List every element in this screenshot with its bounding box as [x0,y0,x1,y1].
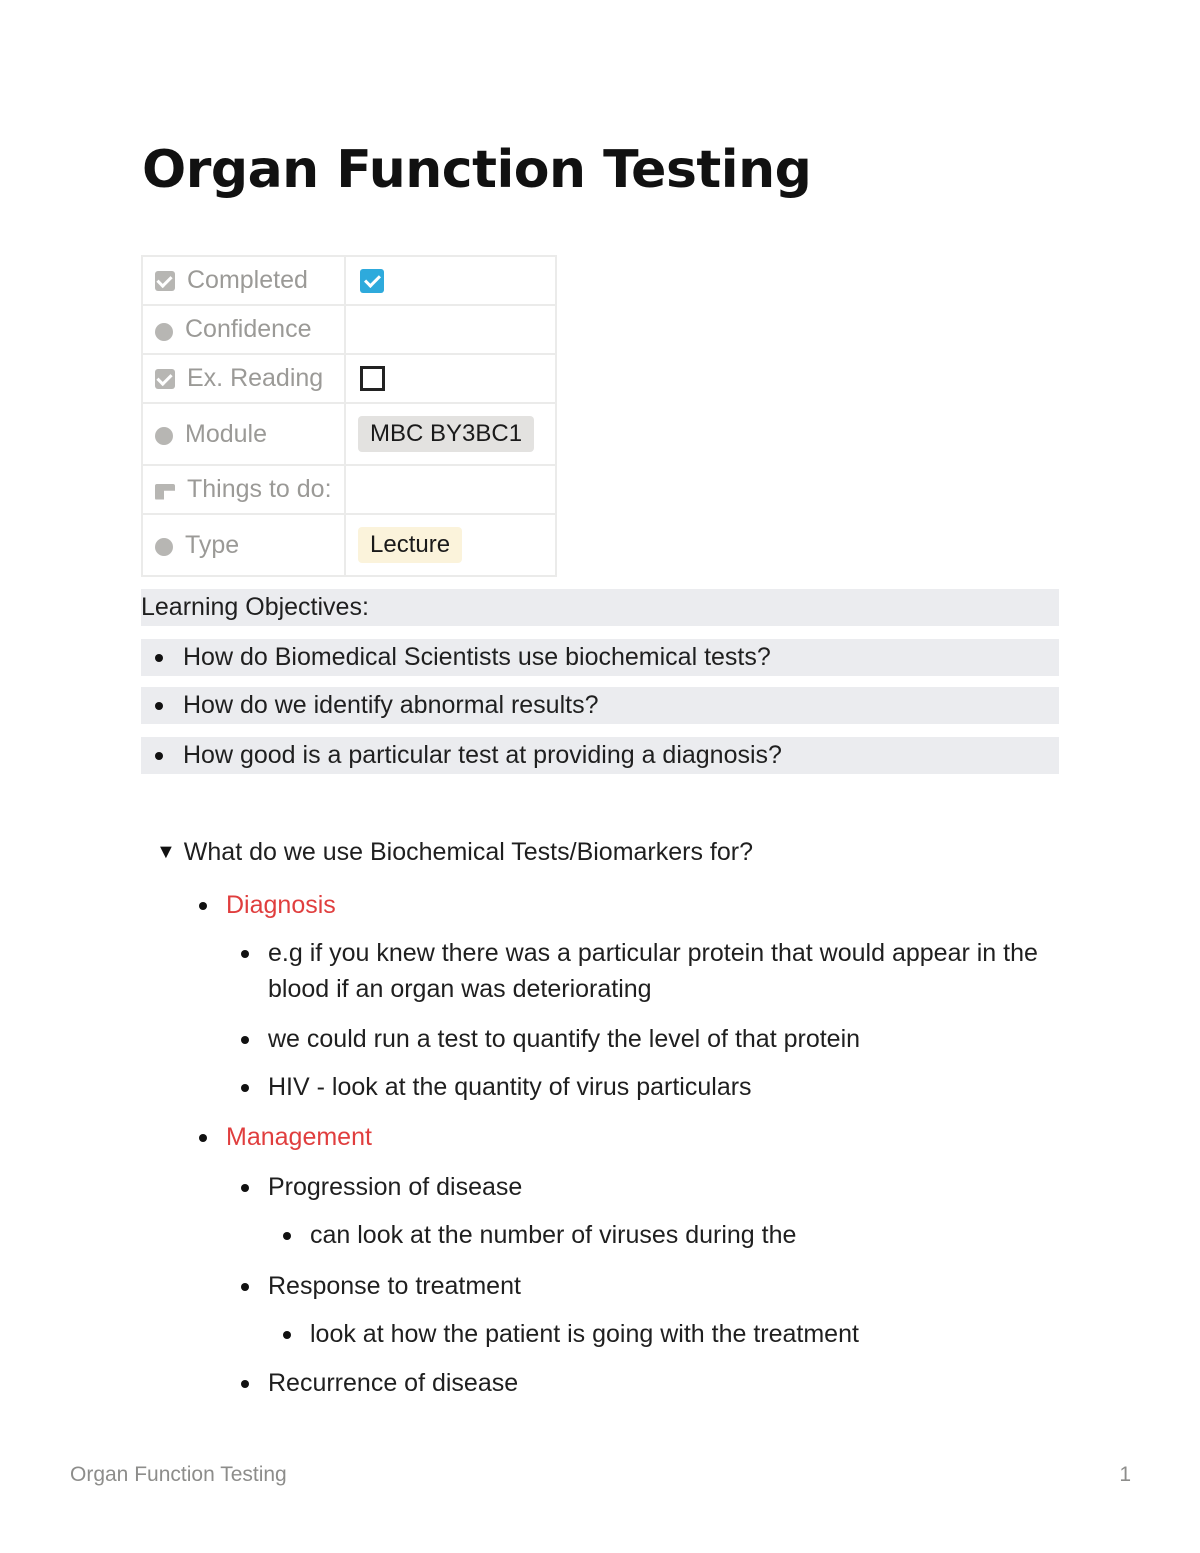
bullet-icon [241,1036,249,1044]
page-title: Organ Function Testing [142,140,812,200]
property-label: Completed [187,266,308,294]
property-label: Confidence [185,315,312,343]
confidence-value[interactable] [345,305,556,354]
bullet-icon [241,1084,249,1092]
bullet-icon [155,654,163,662]
select-property-icon [155,323,173,341]
checkbox-property-icon [155,271,175,291]
type-tag[interactable]: Lecture [358,527,462,563]
bullet-icon [241,1380,249,1388]
objective-item: How do Biomedical Scientists use biochemical tests? [141,639,1059,676]
list-item: e.g if you knew there was a particular protein that would appear in the blood if an organ was deteriorating [268,935,1058,1007]
bullet-icon [241,1283,249,1291]
bullet-icon [155,752,163,760]
footer-title: Organ Function Testing [70,1463,287,1486]
text-property-icon [155,484,175,500]
properties-table [141,255,557,577]
objective-item: How good is a particular test at providing a diagnosis? [141,737,1059,774]
toggle-block[interactable] [156,838,753,867]
list-item: look at how the patient is going with the treatment [310,1316,859,1352]
bullet-icon [241,1184,249,1192]
objective-item: How do we identify abnormal results? [141,687,1059,724]
list-item: HIV - look at the quantity of virus particulars [268,1069,752,1105]
ex-reading-checkbox[interactable] [360,366,385,391]
property-label: Module [185,419,267,448]
property-label: Ex. Reading [187,364,324,392]
list-item-diagnosis: Diagnosis [226,887,336,923]
select-property-icon [155,538,173,556]
checkbox-property-icon [155,369,175,389]
property-label: Type [185,530,240,559]
property-row-type [142,514,556,576]
list-item-management: Management [226,1119,372,1155]
learning-objectives-heading: Learning Objectives: [141,589,1059,626]
list-item: can look at the number of viruses during the [310,1217,796,1253]
property-label: Things to do: [187,475,332,503]
list-item: Recurrence of disease [268,1365,518,1401]
toggle-triangle-icon[interactable]: ▼ [156,841,176,863]
bullet-icon [199,1134,207,1142]
things-to-do-value[interactable] [345,465,556,514]
bullet-icon [241,950,249,958]
list-item: Response to treatment [268,1268,521,1304]
property-row-completed [142,256,556,305]
property-row-confidence [142,305,556,354]
list-item: we could run a test to quantify the level of that protein [268,1021,860,1057]
select-property-icon [155,427,173,445]
property-row-module [142,403,556,465]
list-item: Progression of disease [268,1169,522,1205]
module-tag[interactable]: MBC BY3BC1 [358,416,534,452]
bullet-icon [199,902,207,910]
property-row-ex-reading [142,354,556,403]
property-row-things-to-do [142,465,556,514]
page-number: 1 [1119,1463,1131,1486]
bullet-icon [155,702,163,710]
toggle-heading: What do we use Biochemical Tests/Biomarkers for? [183,838,754,866]
bullet-icon [283,1331,291,1339]
bullet-icon [283,1232,291,1240]
completed-checkbox[interactable] [360,269,384,293]
